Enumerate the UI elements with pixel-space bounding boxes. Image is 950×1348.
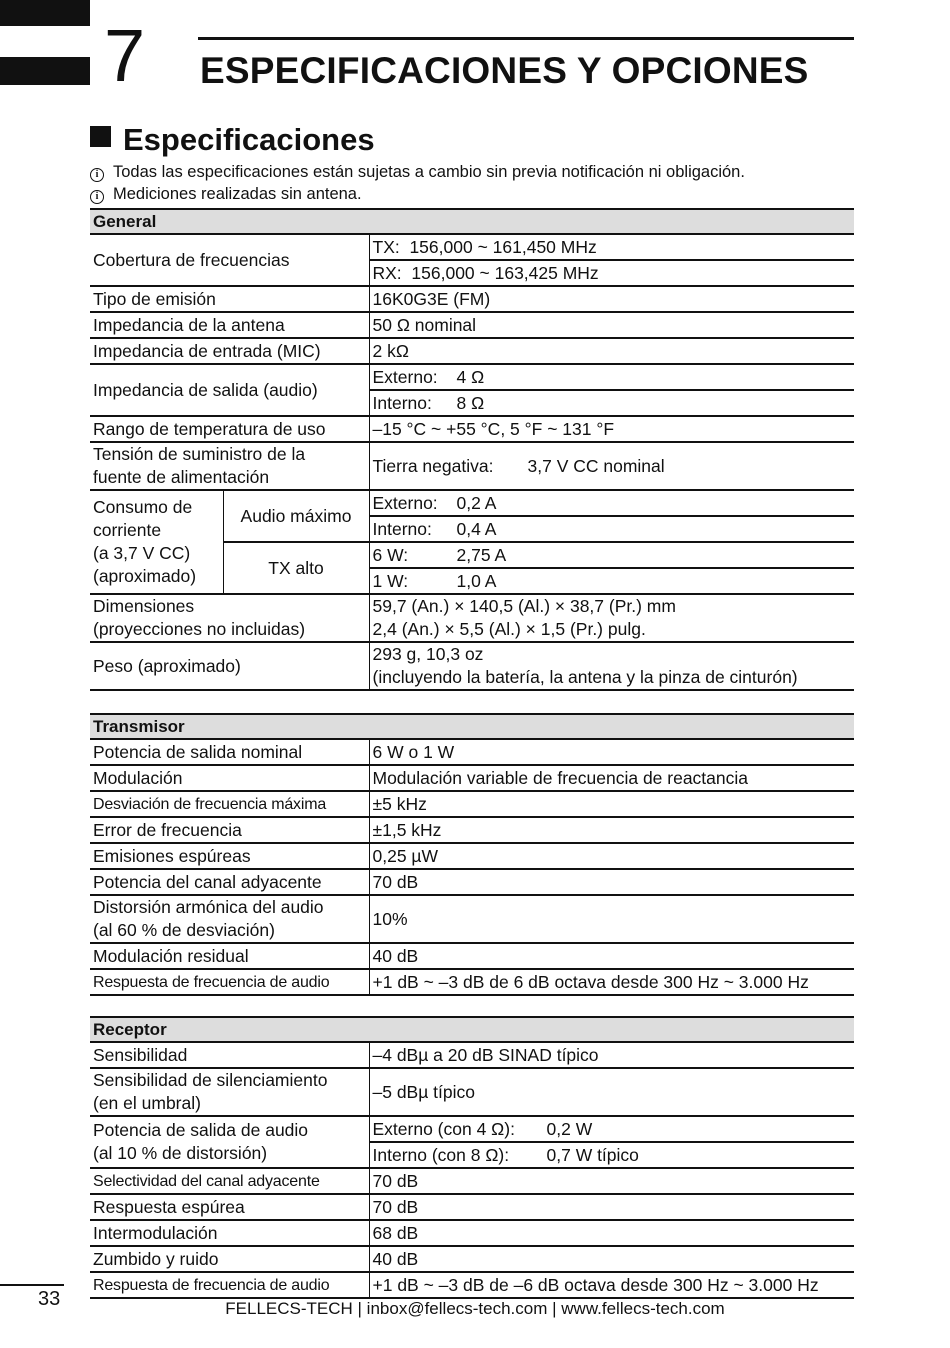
- sub-value: 0,7 W típico: [546, 1144, 639, 1165]
- table-row: [90, 765, 854, 791]
- spec-value: [369, 594, 854, 642]
- table-row: [90, 1246, 854, 1272]
- table-row: [90, 234, 854, 260]
- spec-value: [369, 490, 854, 516]
- info-icon: i: [90, 190, 104, 204]
- spec-label: Respuesta espúrea: [90, 1194, 369, 1220]
- spec-value: [369, 516, 854, 542]
- table-row: [90, 843, 854, 869]
- sub-value: 0,2 W: [546, 1118, 593, 1139]
- spec-value: ±1,5 kHz: [369, 817, 854, 843]
- table-row: [90, 442, 854, 490]
- spec-value: 0,25 µW: [369, 843, 854, 869]
- section-title-text: Especificaciones: [123, 122, 375, 157]
- spec-value: +1 dB ~ –3 dB de 6 dB octava desde 300 Hz ~ 3.000 Hz: [369, 969, 854, 995]
- chapter-tab-bottom: [0, 57, 90, 85]
- spec-value: 40 dB: [369, 943, 854, 969]
- table-row: [90, 969, 854, 995]
- sub-label: Tierra negativa:: [372, 455, 494, 476]
- table-row: [90, 1194, 854, 1220]
- table-row: [90, 490, 854, 516]
- value-line: 293 g, 10,3 oz: [372, 644, 484, 664]
- value-line: (incluyendo la batería, la antena y la pinza de cinturón): [372, 667, 798, 687]
- table-row: [90, 1168, 854, 1194]
- chapter-tab-top: [0, 0, 90, 26]
- spec-value: [369, 390, 854, 416]
- table-row: [90, 943, 854, 969]
- table-row: [90, 642, 854, 690]
- sub-label: Externo (con 4 Ω):: [372, 1118, 515, 1139]
- square-bullet-icon: [90, 126, 111, 147]
- table-header-transmitter: Transmisor: [90, 714, 854, 739]
- notes: [90, 161, 745, 205]
- spec-label: Error de frecuencia: [90, 817, 369, 843]
- label-line: (en el umbral): [93, 1093, 201, 1113]
- spec-label: Modulación: [90, 765, 369, 791]
- chapter-rule: [198, 37, 854, 40]
- spec-sublabel: Audio máximo: [223, 490, 369, 542]
- spec-value: 6 W o 1 W: [369, 739, 854, 765]
- label-line: Consumo de: [93, 497, 193, 517]
- section-title: [90, 121, 375, 159]
- spec-value: [369, 442, 854, 490]
- spec-label: [90, 442, 369, 490]
- label-line: Potencia de salida de audio: [93, 1120, 309, 1140]
- table-row: [90, 286, 854, 312]
- spec-label: [90, 895, 369, 943]
- spec-label: Impedancia de la antena: [90, 312, 369, 338]
- spec-label: Intermodulación: [90, 1220, 369, 1246]
- label-line: Dimensiones: [93, 596, 195, 616]
- spec-label: Cobertura de frecuencias: [90, 234, 369, 286]
- sub-label: Interno:: [372, 518, 432, 539]
- spec-label: Potencia del canal adyacente: [90, 869, 369, 895]
- spec-label: Impedancia de salida (audio): [90, 364, 369, 416]
- spec-label: Modulación residual: [90, 943, 369, 969]
- sub-label: Externo:: [372, 366, 438, 387]
- spec-label: Impedancia de entrada (MIC): [90, 338, 369, 364]
- table-row: [90, 594, 854, 642]
- value-line: 59,7 (An.) × 140,5 (Al.) × 38,7 (Pr.) mm: [372, 596, 676, 616]
- note-item: [90, 161, 745, 183]
- spec-sublabel: TX alto: [223, 542, 369, 594]
- spec-value: 50 Ω nominal: [369, 312, 854, 338]
- spec-label: Selectividad del canal adyacente: [90, 1168, 369, 1194]
- spec-label: Respuesta de frecuencia de audio: [90, 969, 369, 995]
- sub-value: 0,2 A: [456, 492, 497, 513]
- chapter-number: 7: [104, 14, 146, 97]
- label-line: (proyecciones no incluidas): [93, 619, 306, 639]
- spec-value: 10%: [369, 895, 854, 943]
- receiver-table: [90, 1016, 854, 1299]
- label-line: corriente: [93, 520, 162, 540]
- spec-label: [90, 1068, 369, 1116]
- spec-value: 40 dB: [369, 1246, 854, 1272]
- table-row: [90, 869, 854, 895]
- label-line: Distorsión armónica del audio: [93, 897, 324, 917]
- table-row: [90, 338, 854, 364]
- spec-value: [369, 568, 854, 594]
- sub-value: 2,75 A: [456, 544, 507, 565]
- spec-value: 16K0G3E (FM): [369, 286, 854, 312]
- table-row: [90, 1116, 854, 1142]
- table-row: [90, 1220, 854, 1246]
- spec-value: [369, 542, 854, 568]
- chapter-title: ESPECIFICACIONES Y OPCIONES: [200, 50, 809, 91]
- label-line: Sensibilidad de silenciamiento: [93, 1070, 328, 1090]
- spec-value: –5 dBµ típico: [369, 1068, 854, 1116]
- spec-value: –4 dBµ a 20 dB SINAD típico: [369, 1042, 854, 1068]
- sub-value: 0,4 A: [456, 518, 497, 539]
- note-text: Todas las especificaciones están sujetas a cambio sin previa notificación ni obligación.: [113, 163, 745, 181]
- spec-value: [369, 1142, 854, 1168]
- general-table: [90, 208, 854, 691]
- label-line: (a 3,7 V CC): [93, 543, 191, 563]
- spec-value: TX: 156,000 ~ 161,450 MHz: [369, 234, 854, 260]
- label-line: fuente de alimentación: [93, 467, 270, 487]
- spec-value: [369, 642, 854, 690]
- table-row: [90, 416, 854, 442]
- note-text: Mediciones realizadas sin antena.: [113, 185, 362, 203]
- spec-label: Sensibilidad: [90, 1042, 369, 1068]
- spec-label: [90, 490, 223, 594]
- spec-value: +1 dB ~ –3 dB de –6 dB octava desde 300 Hz ~ 3.000 Hz: [369, 1272, 854, 1298]
- table-row: [90, 1272, 854, 1298]
- label-line: Tensión de suministro de la: [93, 444, 306, 464]
- spec-label: Zumbido y ruido: [90, 1246, 369, 1272]
- transmitter-table: [90, 713, 854, 996]
- table-row: [90, 1068, 854, 1116]
- sub-label: Externo:: [372, 492, 438, 513]
- spec-value: 70 dB: [369, 1168, 854, 1194]
- page-number-rule: [0, 1284, 64, 1286]
- spec-value: 2 kΩ: [369, 338, 854, 364]
- spec-label: Peso (aproximado): [90, 642, 369, 690]
- page-number: 33: [38, 1288, 61, 1310]
- note-item: [90, 183, 745, 205]
- sub-label: 6 W:: [372, 544, 409, 565]
- spec-value: [369, 1116, 854, 1142]
- sub-value: 3,7 V CC nominal: [527, 455, 665, 476]
- spec-value: –15 °C ~ +55 °C, 5 °F ~ 131 °F: [369, 416, 854, 442]
- sub-label: Interno (con 8 Ω):: [372, 1144, 510, 1165]
- table-row: [90, 895, 854, 943]
- table-row: [90, 817, 854, 843]
- spec-value: 70 dB: [369, 1194, 854, 1220]
- table-row: [90, 1042, 854, 1068]
- label-line: (aproximado): [93, 566, 197, 586]
- sub-label: Interno:: [372, 392, 432, 413]
- table-header-general: General: [90, 209, 854, 234]
- spec-label: Desviación de frecuencia máxima: [90, 791, 369, 817]
- label-line: (al 10 % de distorsión): [93, 1143, 268, 1163]
- spec-value: RX: 156,000 ~ 163,425 MHz: [369, 260, 854, 286]
- sub-value: 1,0 A: [456, 570, 497, 591]
- spec-value: ±5 kHz: [369, 791, 854, 817]
- spec-label: [90, 1116, 369, 1168]
- spec-label: Tipo de emisión: [90, 286, 369, 312]
- spec-value: Modulación variable de frecuencia de reactancia: [369, 765, 854, 791]
- spec-label: Potencia de salida nominal: [90, 739, 369, 765]
- table-row: [90, 312, 854, 338]
- table-row: [90, 739, 854, 765]
- spec-value: 70 dB: [369, 869, 854, 895]
- value-line: 2,4 (An.) × 5,5 (Al.) × 1,5 (Pr.) pulg.: [372, 619, 646, 639]
- sub-label: 1 W:: [372, 570, 409, 591]
- sub-value: 4 Ω: [456, 366, 485, 387]
- spec-value: 68 dB: [369, 1220, 854, 1246]
- spec-value: [369, 364, 854, 390]
- spec-label: [90, 594, 369, 642]
- footer: FELLECS-TECH | inbox@fellecs-tech.com | www.fellecs-tech.com: [225, 1299, 725, 1318]
- label-line: (al 60 % de desviación): [93, 920, 275, 940]
- spec-label: Rango de temperatura de uso: [90, 416, 369, 442]
- table-header-receiver: Receptor: [90, 1017, 854, 1042]
- table-row: [90, 791, 854, 817]
- table-row: [90, 364, 854, 390]
- spec-label: Emisiones espúreas: [90, 843, 369, 869]
- info-icon: i: [90, 168, 104, 182]
- sub-value: 8 Ω: [456, 392, 485, 413]
- spec-label: Respuesta de frecuencia de audio: [90, 1272, 369, 1298]
